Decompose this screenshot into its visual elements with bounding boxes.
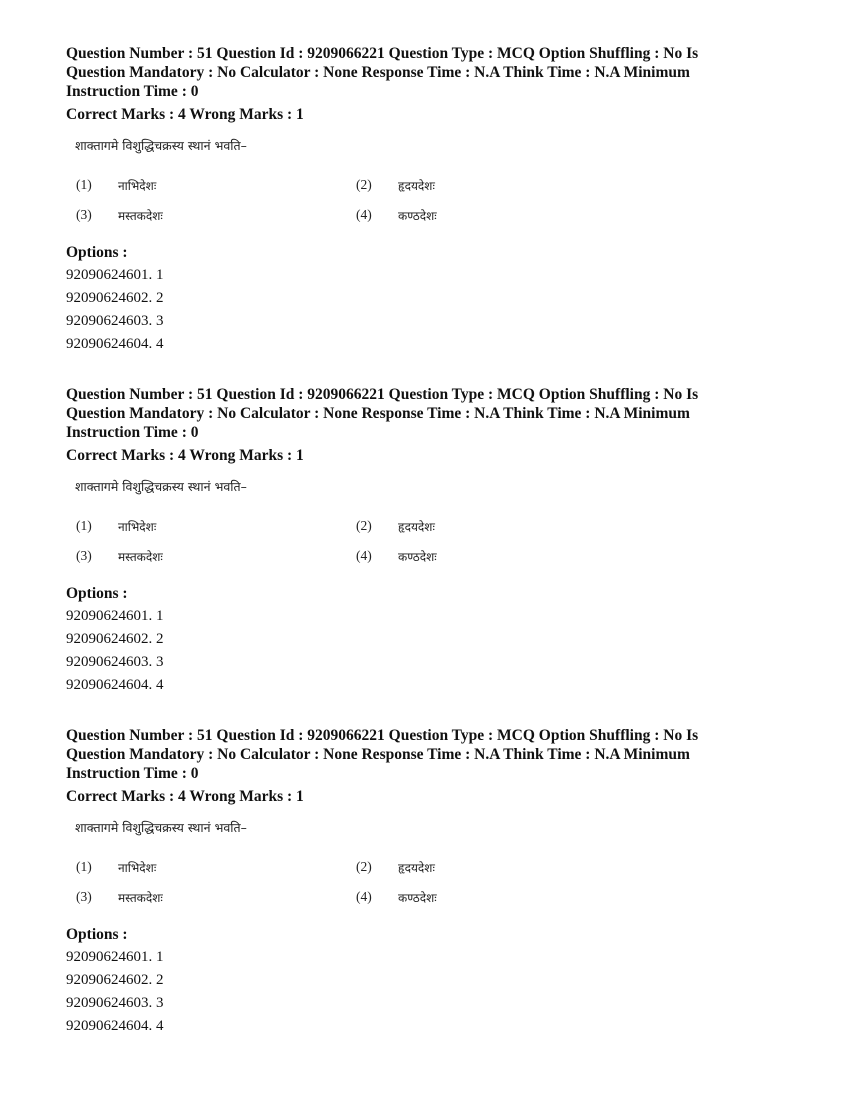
choice-row: [76, 170, 636, 200]
choice-item: [76, 859, 356, 876]
option-line: 92090624602. 2: [66, 972, 164, 988]
question-text: शाक्तागमे विशुद्धिचक्रस्य स्थानं भवति–: [75, 138, 247, 153]
choice-text: नाभिदेशः: [118, 178, 157, 193]
option-line: 92090624601. 1: [66, 949, 164, 965]
choice-number: (4): [356, 207, 372, 222]
options-label: Options :: [66, 926, 128, 943]
question-block: [66, 44, 786, 356]
choice-number: (2): [356, 177, 372, 192]
question-meta-line: Instruction Time : 0: [66, 424, 199, 441]
question-meta-line: Instruction Time : 0: [66, 83, 199, 100]
choice-text: हृदयदेशः: [398, 519, 435, 534]
choice-text: कण्ठदेशः: [398, 549, 437, 564]
option-line: 92090624604. 4: [66, 677, 164, 693]
marks-line: Correct Marks : 4 Wrong Marks : 1: [66, 788, 304, 805]
choice-text: मस्तकदेशः: [118, 208, 163, 223]
options-label: Options :: [66, 585, 128, 602]
choice-number: (1): [76, 859, 92, 874]
option-line: 92090624603. 3: [66, 654, 164, 670]
option-line: 92090624602. 2: [66, 631, 164, 647]
option-line: 92090624601. 1: [66, 267, 164, 283]
choices-grid: [76, 170, 636, 230]
question-meta-line: Instruction Time : 0: [66, 765, 199, 782]
option-line: 92090624604. 4: [66, 336, 164, 352]
choice-item: [356, 177, 636, 194]
choice-text: नाभिदेशः: [118, 519, 157, 534]
options-label: Options :: [66, 244, 128, 261]
question-block: [66, 385, 786, 697]
choice-item: [76, 889, 356, 906]
choice-item: [356, 518, 636, 535]
question-meta-line: Question Mandatory : No Calculator : None Response Time : N.A Think Time : N.A Minimum: [66, 64, 690, 81]
question-meta-line: Question Number : 51 Question Id : 9209066221 Question Type : MCQ Option Shuffling : No Is: [66, 45, 699, 62]
choice-number: (3): [76, 207, 92, 222]
choice-item: [76, 548, 356, 565]
choice-text: हृदयदेशः: [398, 860, 435, 875]
choice-number: (4): [356, 548, 372, 563]
marks-line: Correct Marks : 4 Wrong Marks : 1: [66, 447, 304, 464]
question-meta-line: Question Number : 51 Question Id : 9209066221 Question Type : MCQ Option Shuffling : No Is: [66, 727, 699, 744]
choice-row: [76, 200, 636, 230]
question-meta-line: Question Mandatory : No Calculator : None Response Time : N.A Think Time : N.A Minimum: [66, 746, 690, 763]
option-line: 92090624602. 2: [66, 290, 164, 306]
choice-number: (2): [356, 518, 372, 533]
choice-number: (3): [76, 889, 92, 904]
choice-text: मस्तकदेशः: [118, 890, 163, 905]
marks-line: Correct Marks : 4 Wrong Marks : 1: [66, 106, 304, 123]
choice-number: (4): [356, 889, 372, 904]
choice-row: [76, 511, 636, 541]
option-line: 92090624601. 1: [66, 608, 164, 624]
question-text: शाक्तागमे विशुद्धिचक्रस्य स्थानं भवति–: [75, 479, 247, 494]
choice-row: [76, 541, 636, 571]
choice-item: [76, 177, 356, 194]
choice-text: हृदयदेशः: [398, 178, 435, 193]
question-meta-line: Question Mandatory : No Calculator : None Response Time : N.A Think Time : N.A Minimum: [66, 405, 690, 422]
choice-number: (1): [76, 177, 92, 192]
choices-grid: [76, 511, 636, 571]
question-meta-line: Question Number : 51 Question Id : 9209066221 Question Type : MCQ Option Shuffling : No Is: [66, 386, 699, 403]
choice-item: [356, 207, 636, 224]
option-line: 92090624603. 3: [66, 995, 164, 1011]
choices-grid: [76, 852, 636, 912]
choice-item: [356, 859, 636, 876]
choice-row: [76, 882, 636, 912]
choice-item: [76, 207, 356, 224]
choice-number: (1): [76, 518, 92, 533]
choice-text: कण्ठदेशः: [398, 208, 437, 223]
choice-text: कण्ठदेशः: [398, 890, 437, 905]
question-block: [66, 726, 786, 1038]
choice-text: नाभिदेशः: [118, 860, 157, 875]
choice-number: (3): [76, 548, 92, 563]
choice-item: [356, 548, 636, 565]
choice-number: (2): [356, 859, 372, 874]
option-line: 92090624603. 3: [66, 313, 164, 329]
option-line: 92090624604. 4: [66, 1018, 164, 1034]
question-text: शाक्तागमे विशुद्धिचक्रस्य स्थानं भवति–: [75, 820, 247, 835]
choice-row: [76, 852, 636, 882]
choice-item: [76, 518, 356, 535]
choice-item: [356, 889, 636, 906]
choice-text: मस्तकदेशः: [118, 549, 163, 564]
